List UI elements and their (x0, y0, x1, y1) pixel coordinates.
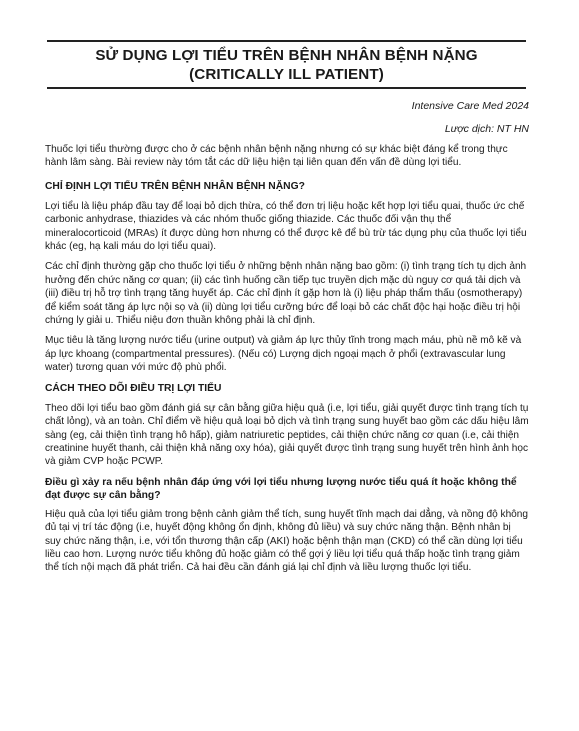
translator-credit: Lược dịch: NT HN (444, 123, 529, 135)
indications-paragraph-1: Lợi tiểu là liệu pháp đầu tay để loại bỏ dịch thừa, có thể đơn trị liệu hoặc kết hợp lợi tiểu quai, thuốc ức chế carbonic anhydrase, thiazides và các nhóm thuốc giống thiazide. Các thuốc đối vận thụ thể mineralocorticoid (MRAs) ít được dùng hơn nhưng có thể được kê để bù trừ tác dụng phụ của thuốc lợi tiểu khác (eg, hạ kali máu do lợi tiểu quai). (45, 200, 527, 253)
insufficient-response-paragraph: Hiệu quả của lợi tiểu giảm trong bệnh cảnh giảm thể tích, sung huyết tĩnh mạch dai dẳng, và nồng độ không đủ tại vị trí tác động (i.e, huyết động không ổn định, không đủ liều) và suy chức năng thận. Bệnh nhân bị suy chức năng thận, i.e, với tổn thương thận cấp (AKI) hoặc bệnh thận mạn (CKD) có thể cần dùng lợi tiểu liều cao hơn. Lượng nước tiểu không đủ hoặc giảm có thể gợi ý liều lợi tiểu quá thấp hoặc tình trạng giảm thể tích nội mạch đã phát triển. Cả hai đều cần đánh giá lại chỉ định và liều lượng thuốc lợi tiểu. (45, 508, 529, 574)
title-block (47, 40, 526, 89)
monitoring-paragraph: Theo dõi lợi tiểu bao gồm đánh giá sự cân bằng giữa hiệu quả (i.e, lợi tiểu, giải quyết được tình trạng tích tụ chất lỏng), và an toàn. Chỉ điểm về hiệu quả loại bỏ dịch và tình trạng sung huyết bao gồm các dấu hiệu lâm sàng (eg, cải thiện tình trạng hô hấp), giảm natriuretic peptides, cải thiện chức năng cơ quan (i.e, cải thiện creatinine huyết thanh, cải thiện khả năng oxy hóa), giải quyết được tình trạng sung huyết trên hình ảnh học và giảm CVP hoặc PCWP. (45, 402, 529, 468)
title-line-2: (CRITICALLY ILL PATIENT) (189, 66, 384, 83)
source-citation: Intensive Care Med 2024 (411, 100, 529, 112)
section-heading-monitoring: CÁCH THEO DÕI ĐIỀU TRỊ LỢI TIỂU (45, 382, 222, 394)
indications-paragraph-3: Mục tiêu là tăng lượng nước tiểu (urine output) và giảm áp lực thủy tĩnh trong mạch máu, phù nề mô kẽ và áp lực khoang (compartmental pressures). (Nếu có) Lượng dịch ngoại mạch ở phổi (extravascular lung water) tương quan với mức độ phù phổi. (45, 335, 522, 374)
title-line-1: SỬ DỤNG LỢI TIỂU TRÊN BỆNH NHÂN BỆNH NẶNG (95, 47, 478, 64)
section-heading-insufficient-response: Điều gì xảy ra nếu bệnh nhân đáp ứng với lợi tiểu nhưng lượng nước tiểu quá ít hoặc không thể đạt được sự cân bằng? (45, 476, 517, 501)
intro-paragraph: Thuốc lợi tiểu thường được cho ở các bệnh nhân bệnh nặng nhưng có sự khác biệt đáng kể trong thực hành lâm sàng. Bài review này tóm tắt các dữ liệu hiện tại liên quan đến vấn đề dùng lợi tiểu. (45, 144, 508, 169)
indications-paragraph-2: Các chỉ định thường gặp cho thuốc lợi tiểu ở những bệnh nhân nặng bao gồm: (i) tình trạng tích tụ dịch ảnh hưởng đến chức năng cơ quan; (ii) các tình huống cần tiếp tục truyền dịch mặc dù nguy cơ quá tải dịch và (iii) điều trị hỗ trợ tình trạng tăng huyết áp. Các chỉ định ít gặp hơn là (i) liệu pháp thẩm thấu (osmotherapy) để kiểm soát tăng áp lực nội sọ và (ii) dùng lợi tiểu cưỡng bức để loại bỏ các chất độc hại hoặc điều trị hội chứng ly giải u. Thiểu niệu đơn thuần không phải là chỉ định. (45, 261, 527, 327)
section-heading-indications: CHỈ ĐỊNH LỢI TIỂU TRÊN BỆNH NHÂN BỆNH NẶNG? (45, 180, 305, 192)
